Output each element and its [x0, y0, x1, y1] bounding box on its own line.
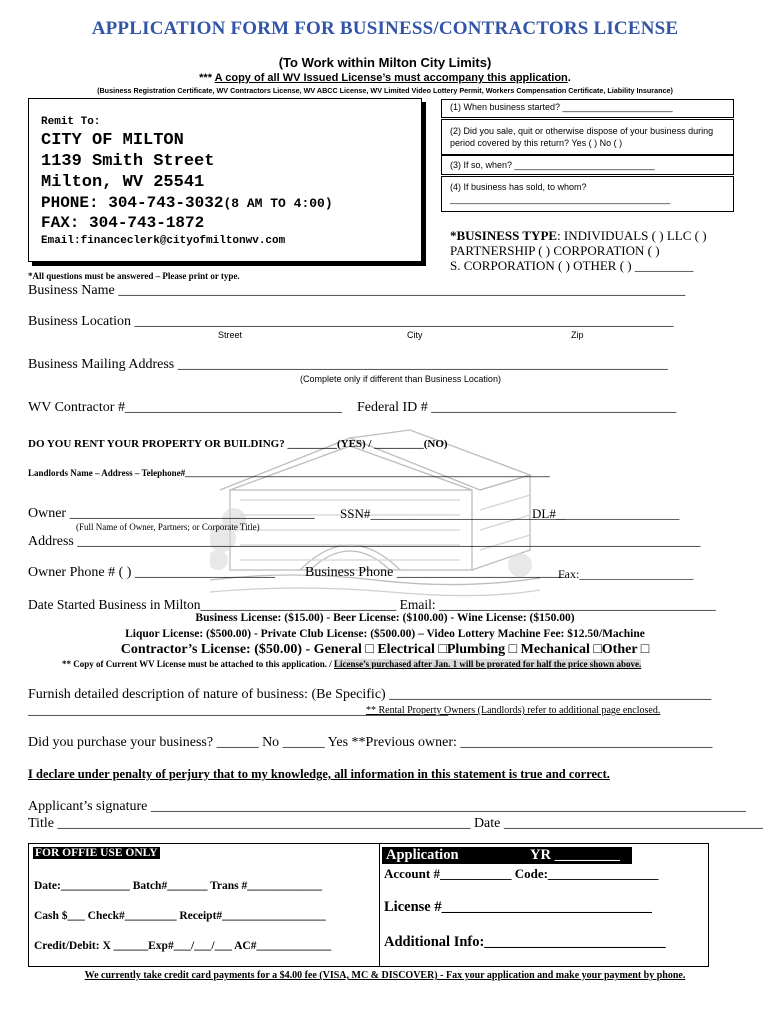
contractor-license-fees[interactable]: Contractor’s License: ($50.00) - General □ Electrical □Plumbing □ Mechanical □Other □ [120, 642, 650, 657]
additional-info-field[interactable]: Additional Info:_________________________ [384, 934, 666, 950]
application-yr[interactable]: YR _________ [530, 847, 620, 863]
business-name-field[interactable]: Business Name _________________________________________________________________________________ [28, 283, 686, 298]
owner-note: (Full Name of Owner, Partners; or Corporate Title) [76, 522, 260, 532]
wv-contractor-field[interactable]: WV Contractor #_______________________________ [28, 400, 342, 415]
form-title: APPLICATION FORM FOR BUSINESS/CONTRACTORS LICENSE [91, 18, 679, 39]
remit-name: CITY OF MILTON [41, 131, 184, 150]
fees-line-2: Liquor License: ($500.00) - Private Club License: ($500.00) – Video Lottery Machine Fee: $12.50/Machine [125, 628, 645, 640]
question-2-box[interactable] [441, 119, 734, 155]
remit-to-box [28, 98, 422, 262]
remit-hours: (8 AM TO 4:00) [223, 196, 333, 211]
copy-notice [0, 72, 770, 84]
account-code-field[interactable]: Account #___________ Code:_________________ [384, 866, 659, 881]
ssn-field[interactable]: SSN#______________________________ [340, 506, 566, 521]
copy-notice-prefix: *** [199, 72, 215, 84]
question-4-box[interactable] [441, 176, 734, 212]
question-1-box[interactable] [441, 99, 734, 118]
fees-line-1: Business License: ($15.00) - Beer License: ($100.00) - Wine License: ($150.00) [195, 612, 575, 624]
address-field[interactable]: Address _________________________________________________________________________________________ [28, 534, 701, 549]
remit-email[interactable]: Email:financeclerk@cityofmiltonwv.com [41, 235, 286, 247]
office-use-heading: FOR OFFIE USE ONLY [35, 847, 158, 859]
dl-field[interactable]: DL#___________________ [532, 506, 680, 521]
perjury-declaration: I declare under penalty of perjury that to my knowledge, all information in this statement is true and correct. [28, 767, 610, 781]
owner-field[interactable]: Owner ___________________________________ [28, 506, 315, 521]
purchase-question[interactable]: Did you purchase your business? ______ No ______ Yes **Previous owner: ____________________________________ [28, 735, 713, 750]
business-phone-field[interactable]: Business Phone ________________________ [305, 565, 565, 580]
fax-field[interactable]: Fax:___________________ [558, 567, 694, 581]
application-label: Application [386, 847, 459, 863]
mailing-address-field[interactable]: Business Mailing Address ______________________________________________________________________ [28, 357, 668, 372]
license-copy-note-b: License’s purchased after Jan. 1 will be prorated for half the price shown above. [334, 659, 642, 669]
instructions: *All questions must be answered – Please print or type. [28, 271, 240, 281]
mailing-address-note: (Complete only if different than Business Location) [300, 374, 501, 384]
office-cash-check-receipt[interactable]: Cash $___ Check#_________ Receipt#__________________ [34, 910, 326, 922]
remit-fax: FAX: 304-743-1872 [41, 214, 205, 232]
question-1: (1) When business started? ______________________ [450, 102, 673, 112]
license-copy-note [62, 659, 641, 669]
remit-street: 1139 Smith Street [41, 152, 215, 171]
question-3: (3) If so, when? ____________________________ [450, 160, 655, 170]
location-city-label: City [407, 330, 423, 340]
business-location-field[interactable]: Business Location _____________________________________________________________________________ [28, 314, 674, 329]
location-zip-label: Zip [571, 330, 584, 340]
payment-footer: We currently take credit card payments for a $4.00 fee (VISA, MC & DISCOVER) - Fax your application and make your payment by phone. [84, 970, 686, 981]
owner-phone-field[interactable]: Owner Phone # ( ) ____________________ [28, 565, 275, 580]
location-street-label: Street [218, 330, 243, 340]
landlords-field[interactable]: Landlords Name – Address – Telephone#_________________________________________________________________________________ [28, 468, 550, 478]
rent-question[interactable]: DO YOU RENT YOUR PROPERTY OR BUILDING? _________(YES) / _________(NO) [28, 438, 448, 450]
question-4-line: ____________________________________________ [450, 194, 671, 204]
business-type-line3[interactable]: S. CORPORATION ( ) OTHER ( ) _________ [450, 258, 694, 273]
signature-field[interactable]: Applicant’s signature _____________________________________________________________________________________ [28, 799, 746, 814]
copy-notice-text: A copy of all WV Issued License’s must accompany this application [214, 72, 568, 84]
federal-id-field[interactable]: Federal ID # ___________________________________ [357, 400, 677, 415]
license-copy-note-a: ** Copy of Current WV License must be attached to this application. / [62, 659, 335, 669]
office-use-box [28, 843, 380, 967]
form-subtitle: (To Work within Milton City Limits) [278, 55, 492, 70]
remit-phone: PHONE: 304-743-3032 [41, 194, 224, 212]
remit-city: Milton, WV 25541 [41, 173, 205, 192]
business-description-field[interactable]: Furnish detailed description of nature of business: (Be Specific) ______________________________________________ [28, 687, 712, 702]
office-application-box [378, 843, 709, 967]
rental-owners-note: ** Rental Property Owners (Landlords) refer to additional page enclosed. [366, 705, 661, 716]
license-number-field[interactable]: License #_____________________________ [384, 899, 652, 915]
question-3-box[interactable] [441, 155, 734, 175]
business-type-label: *BUSINESS TYPE [450, 228, 558, 243]
remit-phone-line [41, 194, 333, 212]
date-started-field[interactable]: Date Started Business in Milton_____________________________ Email: _________________________________________ [28, 597, 716, 612]
copy-notice-suffix: . [567, 72, 571, 84]
license-list: (Business Registration Certificate, WV Contractors License, WV ABCC License, WV Limited Video Lottery Permit, Workers Compensation Certificate, Liability Insurance) [97, 86, 673, 95]
office-date-batch-trans[interactable]: Date:____________ Batch#_______ Trans #_____________ [34, 880, 323, 892]
business-type-line2[interactable]: PARTNERSHIP ( ) CORPORATION ( ) [450, 243, 660, 258]
question-4: (4) If business has sold, to whom? [450, 182, 587, 192]
title-date-field[interactable]: Title ___________________________________________________________ Date _____________________________________ [28, 816, 763, 831]
business-type-options-1: : INDIVIDUALS ( ) LLC ( ) [557, 228, 707, 243]
question-2b: period covered by this return? Yes ( ) No ( ) [450, 138, 623, 148]
business-type-line1[interactable] [450, 228, 707, 244]
question-2a: (2) Did you sale, quit or otherwise dispose of your business during [450, 126, 714, 136]
remit-label: Remit To: [41, 116, 101, 128]
office-credit-debit[interactable]: Credit/Debit: X ______Exp#___/___/___ AC#_____________ [34, 940, 332, 952]
business-description-line[interactable]: ____________________________________________________________ [28, 703, 448, 718]
